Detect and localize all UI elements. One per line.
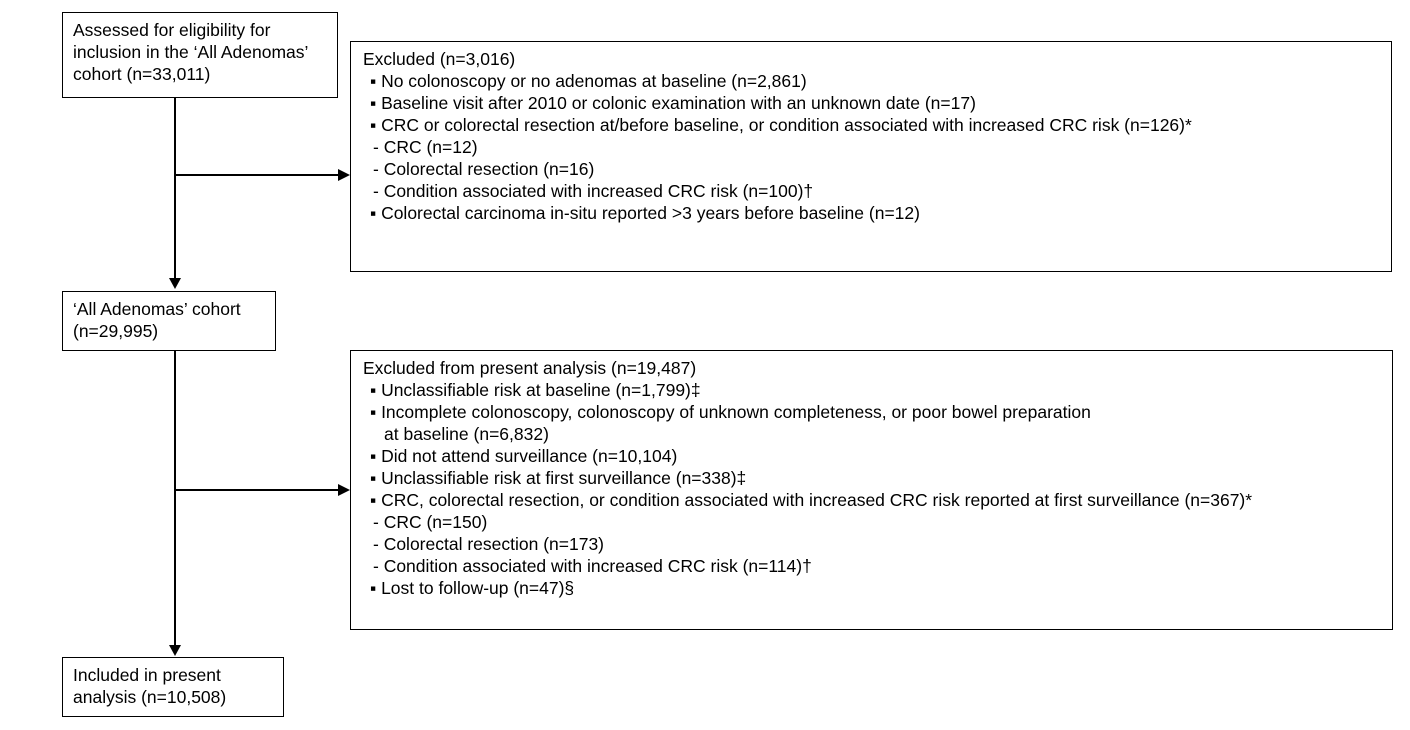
included-line-2: analysis (n=10,508) <box>73 687 227 707</box>
excluded-2-subitem: - CRC (n=150) <box>373 512 488 532</box>
excluded-1-subitem: - Colorectal resection (n=16) <box>373 159 595 179</box>
excluded-1-item: ▪ Colorectal carcinoma in-situ reported >3 years before baseline (n=12) <box>370 203 920 223</box>
excluded-2-item: ▪ Incomplete colonoscopy, colonoscopy of unknown completeness, or poor bowel preparation <box>370 402 1091 422</box>
excluded-2-item: ▪ Lost to follow-up (n=47)§ <box>370 578 575 598</box>
included-box <box>62 657 284 717</box>
excluded-box-2 <box>350 350 1393 630</box>
excluded-2-subitem: - Condition associated with increased CRC risk (n=114)† <box>373 556 812 576</box>
excluded-1-item: ▪ No colonoscopy or no adenomas at baseline (n=2,861) <box>370 71 807 91</box>
arrow-down-icon <box>169 278 181 289</box>
excluded-1-item: ▪ CRC or colorectal resection at/before baseline, or condition associated with increased CRC risk (n=126)* <box>370 115 1192 135</box>
cohort-box <box>62 291 276 351</box>
excluded-1-title: Excluded (n=3,016) <box>363 49 516 69</box>
excluded-2-item: ▪ CRC, colorectal resection, or condition associated with increased CRC risk reported at first surveillance (n=367)* <box>370 490 1253 510</box>
assessed-line-3: cohort (n=33,011) <box>73 64 211 84</box>
excluded-box-1 <box>350 41 1392 272</box>
excluded-2-item: ▪ Unclassifiable risk at baseline (n=1,799)‡ <box>370 380 701 400</box>
excluded-2-item-continuation: at baseline (n=6,832) <box>384 424 549 444</box>
connector-to-excluded-2 <box>174 489 339 491</box>
connector-assessed-to-cohort <box>174 98 176 278</box>
excluded-1-item: ▪ Baseline visit after 2010 or colonic examination with an unknown date (n=17) <box>370 93 976 113</box>
excluded-2-subitem: - Colorectal resection (n=173) <box>373 534 605 554</box>
excluded-2-item: ▪ Did not attend surveillance (n=10,104) <box>370 446 678 466</box>
excluded-1-subitem: - Condition associated with increased CRC risk (n=100)† <box>373 181 814 201</box>
arrow-down-icon <box>169 645 181 656</box>
cohort-line-1: ‘All Adenomas’ cohort <box>73 299 241 319</box>
included-line-1: Included in present <box>73 665 221 685</box>
excluded-1-subitem: - CRC (n=12) <box>373 137 478 157</box>
excluded-2-item: ▪ Unclassifiable risk at first surveillance (n=338)‡ <box>370 468 747 488</box>
excluded-2-title: Excluded from present analysis (n=19,487) <box>363 358 697 378</box>
assessed-box <box>62 12 338 98</box>
connector-to-excluded-1 <box>174 174 339 176</box>
arrow-right-icon <box>338 484 350 496</box>
cohort-line-2: (n=29,995) <box>73 321 159 341</box>
connector-cohort-to-included <box>174 351 176 646</box>
arrow-right-icon <box>338 169 350 181</box>
assessed-line-2: inclusion in the ‘All Adenomas’ <box>73 42 309 62</box>
assessed-line-1: Assessed for eligibility for <box>73 20 271 40</box>
